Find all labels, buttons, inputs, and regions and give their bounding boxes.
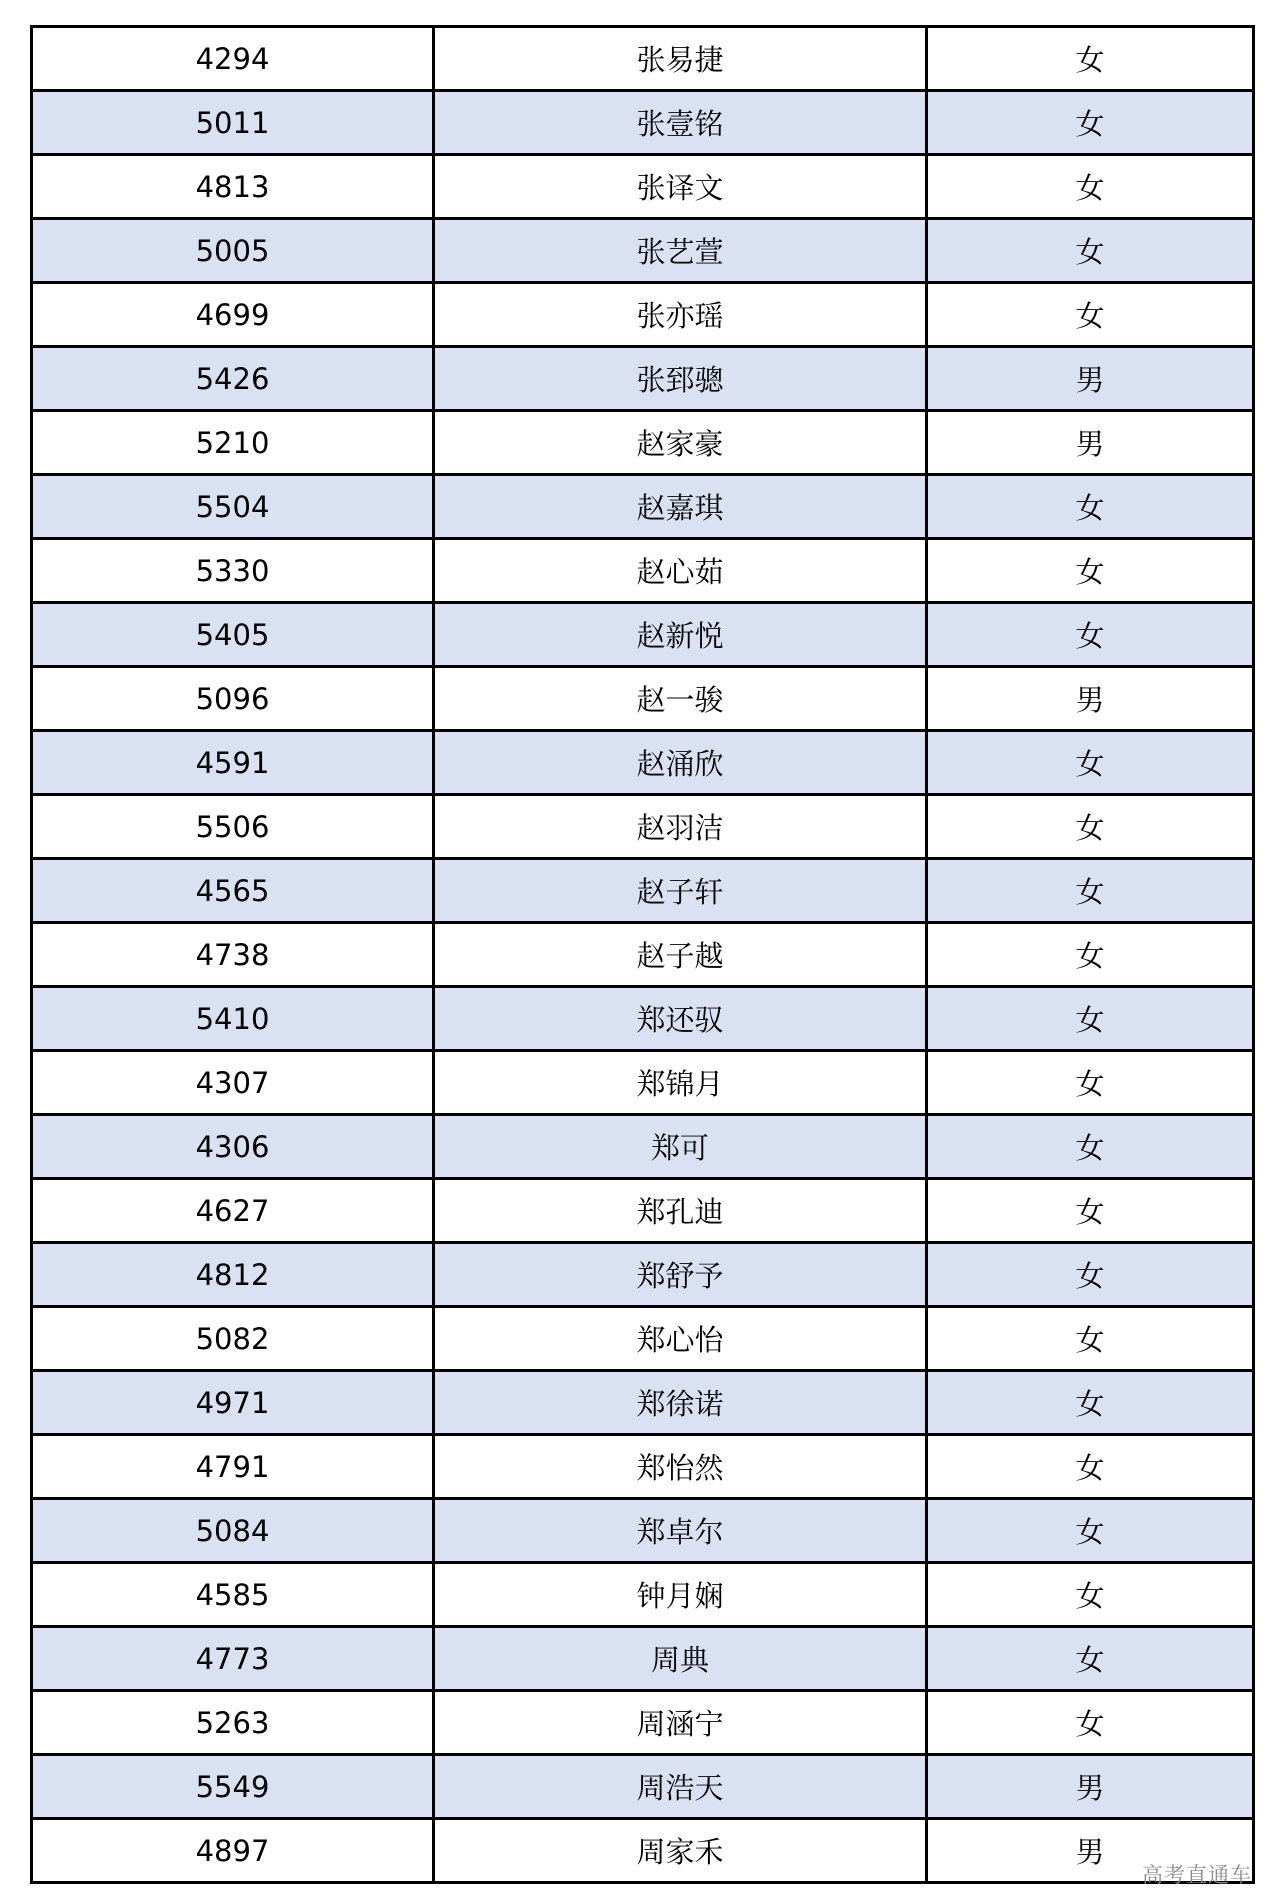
table-row <box>32 1499 1254 1563</box>
student-id-cell: 4306 <box>32 1115 434 1179</box>
student-table <box>30 25 1255 1884</box>
table-row <box>32 1627 1254 1691</box>
student-name-cell: 赵羽洁 <box>434 795 927 859</box>
student-id-cell: 5082 <box>32 1307 434 1371</box>
table-row <box>32 1051 1254 1115</box>
student-gender-cell: 女 <box>927 923 1254 987</box>
student-name-cell: 张艺萱 <box>434 219 927 283</box>
student-id-cell: 5405 <box>32 603 434 667</box>
table-row <box>32 91 1254 155</box>
table-row <box>32 1179 1254 1243</box>
student-gender-cell: 男 <box>927 1755 1254 1819</box>
student-name-cell: 周典 <box>434 1627 927 1691</box>
student-id-cell: 5084 <box>32 1499 434 1563</box>
student-name-cell: 赵新悦 <box>434 603 927 667</box>
student-name-cell: 张易捷 <box>434 27 927 91</box>
student-gender-cell: 女 <box>927 859 1254 923</box>
table-row <box>32 539 1254 603</box>
table-row <box>32 1371 1254 1435</box>
student-name-cell: 郑锦月 <box>434 1051 927 1115</box>
student-id-cell: 4585 <box>32 1563 434 1627</box>
student-gender-cell: 女 <box>927 1115 1254 1179</box>
table-row <box>32 987 1254 1051</box>
student-id-cell: 4627 <box>32 1179 434 1243</box>
student-name-cell: 赵子越 <box>434 923 927 987</box>
student-name-cell: 张壹铭 <box>434 91 927 155</box>
table-row <box>32 1435 1254 1499</box>
student-gender-cell: 女 <box>927 475 1254 539</box>
student-name-cell: 钟月娴 <box>434 1563 927 1627</box>
student-gender-cell: 女 <box>927 1179 1254 1243</box>
student-id-cell: 5005 <box>32 219 434 283</box>
student-gender-cell: 女 <box>927 1243 1254 1307</box>
student-gender-cell: 女 <box>927 1563 1254 1627</box>
student-gender-cell: 女 <box>927 155 1254 219</box>
student-name-cell: 郑舒予 <box>434 1243 927 1307</box>
table-row <box>32 283 1254 347</box>
student-gender-cell: 男 <box>927 347 1254 411</box>
student-id-cell: 5506 <box>32 795 434 859</box>
student-name-cell: 郑心怡 <box>434 1307 927 1371</box>
student-gender-cell: 女 <box>927 1051 1254 1115</box>
table-row <box>32 731 1254 795</box>
student-name-cell: 赵涌欣 <box>434 731 927 795</box>
student-gender-cell: 女 <box>927 1307 1254 1371</box>
table-row <box>32 859 1254 923</box>
table-row <box>32 1563 1254 1627</box>
student-gender-cell: 女 <box>927 539 1254 603</box>
student-gender-cell: 女 <box>927 219 1254 283</box>
table-row <box>32 347 1254 411</box>
student-name-cell: 郑孔迪 <box>434 1179 927 1243</box>
student-id-cell: 4812 <box>32 1243 434 1307</box>
table-row <box>32 219 1254 283</box>
student-id-cell: 5549 <box>32 1755 434 1819</box>
student-table-body <box>32 27 1254 1883</box>
student-id-cell: 4773 <box>32 1627 434 1691</box>
student-name-cell: 赵一骏 <box>434 667 927 731</box>
student-gender-cell: 女 <box>927 987 1254 1051</box>
table-row <box>32 27 1254 91</box>
watermark-text: 高考直通车 <box>1142 1863 1252 1887</box>
table-row <box>32 475 1254 539</box>
student-gender-cell: 女 <box>927 1691 1254 1755</box>
student-id-cell: 4738 <box>32 923 434 987</box>
student-gender-cell: 女 <box>927 91 1254 155</box>
student-id-cell: 4565 <box>32 859 434 923</box>
student-name-cell: 周浩天 <box>434 1755 927 1819</box>
table-row <box>32 1691 1254 1755</box>
student-gender-cell: 女 <box>927 603 1254 667</box>
student-id-cell: 4897 <box>32 1819 434 1883</box>
student-name-cell: 郑徐诺 <box>434 1371 927 1435</box>
student-id-cell: 4791 <box>32 1435 434 1499</box>
student-name-cell: 周涵宁 <box>434 1691 927 1755</box>
student-name-cell: 赵家豪 <box>434 411 927 475</box>
student-name-cell: 赵子轩 <box>434 859 927 923</box>
student-gender-cell: 女 <box>927 27 1254 91</box>
student-name-cell: 郑怡然 <box>434 1435 927 1499</box>
student-id-cell: 5096 <box>32 667 434 731</box>
student-id-cell: 4294 <box>32 27 434 91</box>
table-row <box>32 603 1254 667</box>
student-gender-cell: 男 <box>927 1819 1254 1883</box>
student-gender-cell: 女 <box>927 1371 1254 1435</box>
student-id-cell: 4591 <box>32 731 434 795</box>
table-row <box>32 1115 1254 1179</box>
student-gender-cell: 男 <box>927 667 1254 731</box>
student-gender-cell: 女 <box>927 283 1254 347</box>
student-id-cell: 5011 <box>32 91 434 155</box>
table-row <box>32 667 1254 731</box>
table-row <box>32 1755 1254 1819</box>
student-name-cell: 郑还驭 <box>434 987 927 1051</box>
student-id-cell: 5210 <box>32 411 434 475</box>
student-name-cell: 张郅骢 <box>434 347 927 411</box>
table-row <box>32 155 1254 219</box>
student-gender-cell: 女 <box>927 1627 1254 1691</box>
student-id-cell: 4307 <box>32 1051 434 1115</box>
table-row <box>32 411 1254 475</box>
student-id-cell: 5330 <box>32 539 434 603</box>
table-row <box>32 795 1254 859</box>
student-name-cell: 周家禾 <box>434 1819 927 1883</box>
student-name-cell: 郑可 <box>434 1115 927 1179</box>
table-row <box>32 1819 1254 1883</box>
student-gender-cell: 女 <box>927 1435 1254 1499</box>
student-id-cell: 5504 <box>32 475 434 539</box>
student-gender-cell: 女 <box>927 795 1254 859</box>
student-name-cell: 赵嘉琪 <box>434 475 927 539</box>
table-row <box>32 1243 1254 1307</box>
student-name-cell: 郑卓尔 <box>434 1499 927 1563</box>
student-name-cell: 张译文 <box>434 155 927 219</box>
student-id-cell: 4699 <box>32 283 434 347</box>
student-id-cell: 5263 <box>32 1691 434 1755</box>
student-id-cell: 4971 <box>32 1371 434 1435</box>
table-row <box>32 1307 1254 1371</box>
student-id-cell: 5410 <box>32 987 434 1051</box>
student-gender-cell: 男 <box>927 411 1254 475</box>
student-id-cell: 4813 <box>32 155 434 219</box>
student-gender-cell: 女 <box>927 1499 1254 1563</box>
student-name-cell: 赵心茹 <box>434 539 927 603</box>
student-gender-cell: 女 <box>927 731 1254 795</box>
table-row <box>32 923 1254 987</box>
student-name-cell: 张亦瑶 <box>434 283 927 347</box>
student-id-cell: 5426 <box>32 347 434 411</box>
